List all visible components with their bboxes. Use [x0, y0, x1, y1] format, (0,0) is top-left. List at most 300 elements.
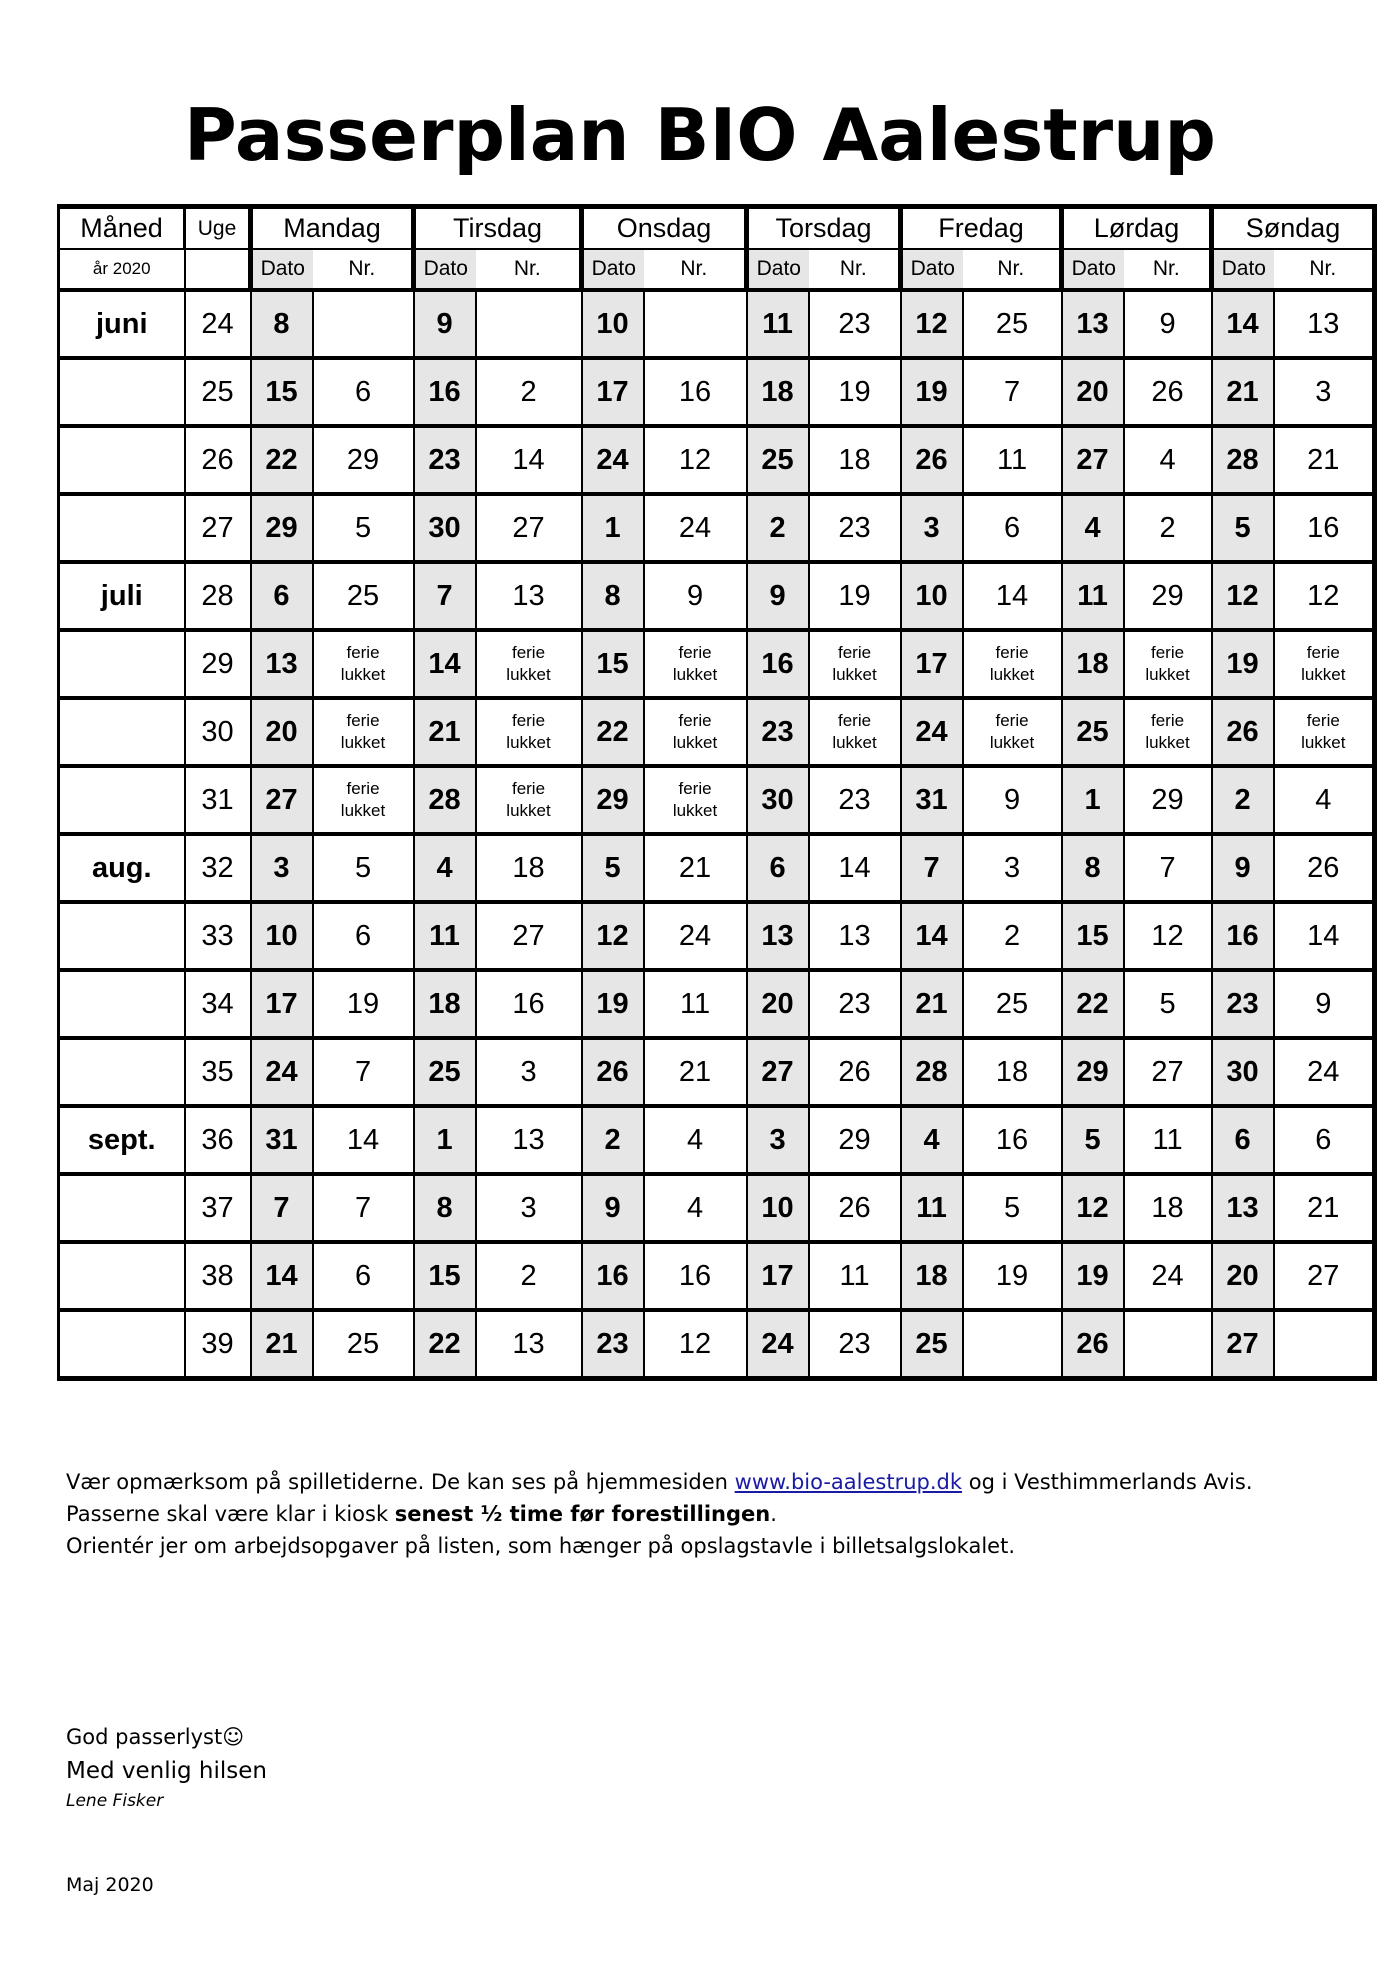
passer-number-cell: 12: [644, 1310, 747, 1379]
week-row: [59, 834, 1375, 902]
passer-number-cell: 24: [644, 902, 747, 970]
date-cell: 31: [251, 1106, 313, 1174]
passer-number-cell: 9: [1274, 970, 1375, 1038]
dato-column-header: Dato: [251, 249, 313, 290]
nr-column-header: Nr.: [644, 249, 747, 290]
date-cell: 7: [901, 834, 963, 902]
passer-number-cell: 11: [809, 1242, 901, 1310]
passer-number-cell: 18: [809, 426, 901, 494]
week-number-cell: 37: [185, 1174, 251, 1242]
date-cell: 5: [1212, 494, 1274, 562]
closed-text: ferie: [511, 711, 546, 730]
passer-number-cell: [644, 290, 747, 358]
date-cell: 24: [582, 426, 644, 494]
closed-cell: [644, 766, 747, 834]
date-cell: 19: [901, 358, 963, 426]
passer-number-cell: 23: [809, 970, 901, 1038]
date-cell: 18: [1062, 630, 1124, 698]
date-cell: 4: [901, 1106, 963, 1174]
notes-text: Passerne skal være klar i kiosk: [66, 1502, 395, 1526]
date-cell: 22: [251, 426, 313, 494]
closed-cell: [313, 630, 414, 698]
notes: [66, 1466, 1253, 1562]
header-row-columns: [59, 249, 1375, 290]
date-cell: 3: [251, 834, 313, 902]
date-cell: 6: [251, 562, 313, 630]
passer-number-cell: 23: [809, 290, 901, 358]
closed-text: ferie: [995, 643, 1029, 662]
week-number-cell: 27: [185, 494, 251, 562]
date-cell: 27: [1062, 426, 1124, 494]
closed-cell: [963, 698, 1062, 766]
week-number-cell: 26: [185, 426, 251, 494]
week-row: [59, 494, 1375, 562]
date-cell: 9: [1212, 834, 1274, 902]
date-cell: 28: [414, 766, 476, 834]
week-number-cell: 30: [185, 698, 251, 766]
passer-number-cell: [476, 290, 582, 358]
day-header-sunday: Søndag: [1212, 207, 1375, 250]
date-cell: 21: [1212, 358, 1274, 426]
month-cell: [59, 766, 185, 834]
closed-cell: [476, 630, 582, 698]
passer-number-cell: 12: [644, 426, 747, 494]
passer-number-cell: 25: [963, 970, 1062, 1038]
date-cell: 16: [747, 630, 809, 698]
closed-text: ferie: [837, 643, 872, 662]
passer-number-cell: 6: [313, 358, 414, 426]
passer-number-cell: 7: [313, 1038, 414, 1106]
passer-number-cell: [1124, 1310, 1212, 1379]
date-cell: 6: [747, 834, 809, 902]
date-cell: 10: [251, 902, 313, 970]
date-cell: 24: [747, 1310, 809, 1379]
week-row: [59, 698, 1375, 766]
month-cell: juni: [59, 290, 185, 358]
month-cell: [59, 970, 185, 1038]
closed-text: lukket: [832, 665, 877, 684]
day-header-monday: Mandag: [251, 207, 414, 250]
signature: [66, 1720, 267, 1814]
date-cell: 18: [901, 1242, 963, 1310]
date-cell: 15: [582, 630, 644, 698]
date-cell: 8: [414, 1174, 476, 1242]
closed-text: lukket: [1145, 665, 1190, 684]
schedule-table: [57, 204, 1377, 1381]
nr-column-header: Nr.: [963, 249, 1062, 290]
date-cell: 11: [1062, 562, 1124, 630]
date-cell: 25: [414, 1038, 476, 1106]
week-number-cell: 38: [185, 1242, 251, 1310]
date-cell: 16: [582, 1242, 644, 1310]
passer-number-cell: 23: [809, 494, 901, 562]
closed-text: lukket: [506, 665, 551, 684]
passer-number-cell: 9: [1124, 290, 1212, 358]
passer-number-cell: 27: [1274, 1242, 1375, 1310]
closed-cell: [476, 766, 582, 834]
date-cell: 29: [251, 494, 313, 562]
passer-number-cell: 19: [313, 970, 414, 1038]
passer-number-cell: 16: [1274, 494, 1375, 562]
date-cell: 16: [1212, 902, 1274, 970]
passer-number-cell: 4: [1274, 766, 1375, 834]
date-cell: 11: [414, 902, 476, 970]
month-cell: [59, 1242, 185, 1310]
closed-text: lukket: [989, 733, 1035, 752]
date-cell: 2: [582, 1106, 644, 1174]
date-cell: 24: [251, 1038, 313, 1106]
month-cell: [59, 494, 185, 562]
date-cell: 15: [251, 358, 313, 426]
date-cell: 6: [1212, 1106, 1274, 1174]
closed-text: ferie: [678, 643, 712, 662]
month-header: Måned: [59, 207, 185, 250]
date-cell: 22: [414, 1310, 476, 1379]
week-number-cell: 39: [185, 1310, 251, 1379]
date-cell: 21: [901, 970, 963, 1038]
passer-number-cell: 5: [1124, 970, 1212, 1038]
date-cell: 12: [901, 290, 963, 358]
week-number-cell: 24: [185, 290, 251, 358]
closed-cell: [1274, 698, 1375, 766]
week-number-cell: 36: [185, 1106, 251, 1174]
passer-number-cell: 25: [963, 290, 1062, 358]
date-cell: 4: [1062, 494, 1124, 562]
date-cell: 26: [1062, 1310, 1124, 1379]
closed-text: ferie: [511, 643, 546, 662]
date-cell: 2: [747, 494, 809, 562]
nr-column-header: Nr.: [313, 249, 414, 290]
date-cell: 16: [414, 358, 476, 426]
closed-text: lukket: [340, 665, 386, 684]
page-title: Passerplan BIO Aalestrup: [184, 93, 1216, 177]
passer-number-cell: 2: [476, 1242, 582, 1310]
closed-text: ferie: [346, 643, 380, 662]
notes-bold-text: senest ½ time før forestillingen: [394, 1502, 771, 1526]
passer-number-cell: 4: [644, 1174, 747, 1242]
date-cell: 5: [1062, 1106, 1124, 1174]
passer-number-cell: 18: [476, 834, 582, 902]
passer-number-cell: 29: [1124, 766, 1212, 834]
date-cell: 29: [582, 766, 644, 834]
week-row: [59, 290, 1375, 358]
date-cell: 4: [414, 834, 476, 902]
date-cell: 23: [582, 1310, 644, 1379]
passer-number-cell: 14: [809, 834, 901, 902]
closed-text: lukket: [672, 733, 718, 752]
closed-text: lukket: [672, 801, 718, 820]
date-cell: 13: [1062, 290, 1124, 358]
passer-number-cell: 2: [476, 358, 582, 426]
passer-number-cell: 29: [313, 426, 414, 494]
month-cell: [59, 902, 185, 970]
dato-column-header: Dato: [1212, 249, 1274, 290]
date-cell: 27: [747, 1038, 809, 1106]
nr-column-header: Nr.: [1274, 249, 1375, 290]
passer-number-cell: 23: [809, 1310, 901, 1379]
passer-number-cell: 4: [1124, 426, 1212, 494]
date-cell: 10: [582, 290, 644, 358]
closed-cell: [1124, 630, 1212, 698]
date-cell: 25: [901, 1310, 963, 1379]
date-cell: 19: [582, 970, 644, 1038]
passer-number-cell: 26: [1124, 358, 1212, 426]
date-cell: 7: [414, 562, 476, 630]
passer-number-cell: 26: [809, 1174, 901, 1242]
passer-number-cell: 29: [809, 1106, 901, 1174]
week-number-cell: 31: [185, 766, 251, 834]
dato-column-header: Dato: [901, 249, 963, 290]
date-cell: 23: [747, 698, 809, 766]
passer-number-cell: 25: [313, 562, 414, 630]
date-cell: 13: [747, 902, 809, 970]
closed-text: lukket: [832, 733, 877, 752]
week-header: Uge: [185, 207, 251, 250]
date-cell: 12: [1062, 1174, 1124, 1242]
passer-number-cell: 13: [1274, 290, 1375, 358]
date-cell: 20: [747, 970, 809, 1038]
week-number-cell: 25: [185, 358, 251, 426]
week-number-cell: 35: [185, 1038, 251, 1106]
passer-number-cell: 14: [1274, 902, 1375, 970]
passer-number-cell: 2: [1124, 494, 1212, 562]
date-cell: 21: [414, 698, 476, 766]
passer-number-cell: 27: [476, 902, 582, 970]
date-cell: 19: [1062, 1242, 1124, 1310]
notes-text: og i Vesthimmerlands Avis.: [962, 1470, 1253, 1494]
passer-number-cell: 27: [476, 494, 582, 562]
date-cell: 26: [582, 1038, 644, 1106]
passer-number-cell: 16: [963, 1106, 1062, 1174]
date-cell: 22: [1062, 970, 1124, 1038]
passer-number-cell: 19: [809, 358, 901, 426]
date-cell: 17: [582, 358, 644, 426]
passer-number-cell: 13: [476, 1310, 582, 1379]
date-cell: 22: [582, 698, 644, 766]
month-cell: [59, 1174, 185, 1242]
year-header: år 2020: [59, 249, 185, 290]
passer-number-cell: 14: [963, 562, 1062, 630]
closed-text: ferie: [1150, 711, 1185, 730]
date-cell: 17: [251, 970, 313, 1038]
passer-number-cell: 11: [1124, 1106, 1212, 1174]
date-cell: 21: [251, 1310, 313, 1379]
closed-cell: [963, 630, 1062, 698]
day-header-tuesday: Tirsdag: [414, 207, 582, 250]
date-cell: 11: [901, 1174, 963, 1242]
date-cell: 13: [251, 630, 313, 698]
date-cell: 27: [251, 766, 313, 834]
closed-text: lukket: [672, 665, 718, 684]
week-row: [59, 562, 1375, 630]
closed-text: ferie: [1306, 643, 1340, 662]
passer-number-cell: 6: [313, 902, 414, 970]
passer-number-cell: 19: [963, 1242, 1062, 1310]
closed-text: ferie: [995, 711, 1029, 730]
month-cell: [59, 1310, 185, 1379]
week-number-cell: 33: [185, 902, 251, 970]
closing: Med venlig hilsen: [66, 1758, 268, 1784]
week-row: [59, 426, 1375, 494]
week-row: [59, 766, 1375, 834]
passer-number-cell: 23: [809, 766, 901, 834]
closed-cell: [1274, 630, 1375, 698]
header-row-days: [59, 207, 1375, 250]
passer-number-cell: 3: [1274, 358, 1375, 426]
date-cell: 27: [1212, 1310, 1274, 1379]
dato-column-header: Dato: [414, 249, 476, 290]
closed-text: lukket: [1145, 733, 1190, 752]
passer-number-cell: 2: [963, 902, 1062, 970]
passer-number-cell: 18: [963, 1038, 1062, 1106]
date-cell: 25: [1062, 698, 1124, 766]
dato-column-header: Dato: [582, 249, 644, 290]
closed-text: ferie: [1150, 643, 1185, 662]
passer-number-cell: 24: [644, 494, 747, 562]
month-cell: aug.: [59, 834, 185, 902]
passer-number-cell: 16: [644, 1242, 747, 1310]
closed-cell: [809, 698, 901, 766]
date-cell: 1: [1062, 766, 1124, 834]
date-cell: 20: [251, 698, 313, 766]
notes-line-3: Orientér jer om arbejdsopgaver på listen, som hænger på opslagstavle i billetsalgslokalet.: [66, 1534, 1015, 1558]
date-cell: 19: [1212, 630, 1274, 698]
week-row: [59, 1038, 1375, 1106]
date-cell: 18: [414, 970, 476, 1038]
date-cell: 30: [1212, 1038, 1274, 1106]
day-header-saturday: Lørdag: [1062, 207, 1212, 250]
passer-number-cell: 9: [963, 766, 1062, 834]
week-number-cell: 34: [185, 970, 251, 1038]
passer-number-cell: 24: [1274, 1038, 1375, 1106]
closed-text: ferie: [1306, 711, 1340, 730]
date-cell: 25: [747, 426, 809, 494]
passer-number-cell: 21: [1274, 426, 1375, 494]
passer-number-cell: 14: [476, 426, 582, 494]
date-cell: 26: [901, 426, 963, 494]
week-row: [59, 970, 1375, 1038]
passer-number-cell: 5: [313, 834, 414, 902]
dato-column-header: Dato: [747, 249, 809, 290]
passer-number-cell: 24: [1124, 1242, 1212, 1310]
closed-text: lukket: [989, 665, 1035, 684]
week-row: [59, 358, 1375, 426]
date-cell: 10: [747, 1174, 809, 1242]
date-cell: 10: [901, 562, 963, 630]
closed-text: ferie: [678, 779, 712, 798]
date-cell: 28: [901, 1038, 963, 1106]
closed-text: ferie: [346, 779, 380, 798]
date-cell: 14: [251, 1242, 313, 1310]
date-cell: 3: [901, 494, 963, 562]
passer-number-cell: 16: [476, 970, 582, 1038]
passer-number-cell: 13: [809, 902, 901, 970]
month-cell: [59, 698, 185, 766]
date-cell: 31: [901, 766, 963, 834]
passer-number-cell: [1274, 1310, 1375, 1379]
date-cell: 8: [1062, 834, 1124, 902]
passer-number-cell: 13: [476, 562, 582, 630]
passer-number-cell: 25: [313, 1310, 414, 1379]
passer-number-cell: 27: [1124, 1038, 1212, 1106]
date-cell: 9: [747, 562, 809, 630]
week-row: [59, 630, 1375, 698]
nr-column-header: Nr.: [1124, 249, 1212, 290]
closed-text: lukket: [1301, 733, 1346, 752]
passer-number-cell: 29: [1124, 562, 1212, 630]
date-cell: 1: [582, 494, 644, 562]
date-cell: 20: [1212, 1242, 1274, 1310]
week-number-cell: 28: [185, 562, 251, 630]
passer-number-cell: 26: [809, 1038, 901, 1106]
closed-cell: [809, 630, 901, 698]
website-link[interactable]: www.bio-aalestrup.dk: [734, 1470, 963, 1494]
date-cell: 7: [251, 1174, 313, 1242]
date-cell: 30: [747, 766, 809, 834]
passer-number-cell: 14: [313, 1106, 414, 1174]
passer-number-cell: 7: [1124, 834, 1212, 902]
closed-text: lukket: [340, 733, 386, 752]
date-cell: 1: [414, 1106, 476, 1174]
notes-text: Vær opmærksom på spilletiderne. De kan ses på hjemmesiden: [66, 1470, 735, 1494]
passer-number-cell: 13: [476, 1106, 582, 1174]
date-cell: 26: [1212, 698, 1274, 766]
date-cell: 11: [747, 290, 809, 358]
document-date: Maj 2020: [66, 1874, 154, 1896]
passer-number-cell: 3: [476, 1174, 582, 1242]
closed-cell: [644, 630, 747, 698]
date-cell: 18: [747, 358, 809, 426]
closed-text: ferie: [837, 711, 872, 730]
month-cell: juli: [59, 562, 185, 630]
date-cell: 24: [901, 698, 963, 766]
passer-number-cell: 7: [313, 1174, 414, 1242]
closed-cell: [644, 698, 747, 766]
date-cell: 2: [1212, 766, 1274, 834]
nr-column-header: Nr.: [809, 249, 901, 290]
date-cell: 12: [582, 902, 644, 970]
passer-number-cell: 5: [963, 1174, 1062, 1242]
passer-number-cell: 12: [1124, 902, 1212, 970]
date-cell: 8: [251, 290, 313, 358]
passer-number-cell: 3: [476, 1038, 582, 1106]
closed-cell: [313, 766, 414, 834]
passer-number-cell: 7: [963, 358, 1062, 426]
closed-text: lukket: [506, 733, 551, 752]
date-cell: 12: [1212, 562, 1274, 630]
passer-number-cell: 21: [644, 1038, 747, 1106]
notes-text: .: [770, 1502, 777, 1526]
passer-number-cell: 26: [1274, 834, 1375, 902]
week-row: [59, 1106, 1375, 1174]
date-cell: 29: [1062, 1038, 1124, 1106]
passer-number-cell: 6: [1274, 1106, 1375, 1174]
week-row: [59, 1310, 1375, 1379]
date-cell: 23: [1212, 970, 1274, 1038]
date-cell: 9: [414, 290, 476, 358]
passer-number-cell: 6: [963, 494, 1062, 562]
date-cell: 15: [1062, 902, 1124, 970]
date-cell: 13: [1212, 1174, 1274, 1242]
passer-number-cell: 11: [644, 970, 747, 1038]
passer-number-cell: 21: [644, 834, 747, 902]
closed-cell: [476, 698, 582, 766]
date-cell: 14: [901, 902, 963, 970]
date-cell: 30: [414, 494, 476, 562]
date-cell: 14: [1212, 290, 1274, 358]
date-cell: 8: [582, 562, 644, 630]
date-cell: 5: [582, 834, 644, 902]
